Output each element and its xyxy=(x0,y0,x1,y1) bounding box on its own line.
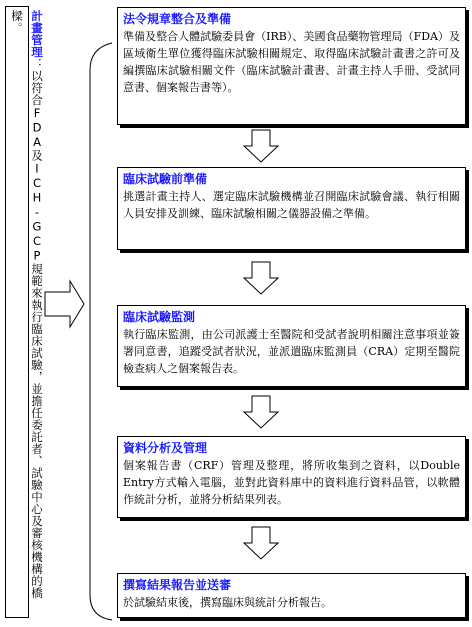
down-arrow xyxy=(243,261,279,295)
stage-title: 臨床試驗監測 xyxy=(123,310,196,324)
stage-title: 臨床試驗前準備 xyxy=(123,172,208,186)
stage-body: 個案報告書（CRF）管理及整理，將所收集到之資料，以Double Entry方式輸入電腦，並對此資料庫中的資料進行資料品管，以軟體作統計分析，並將分析結果列表。 xyxy=(123,459,460,506)
right-arrow xyxy=(45,281,84,327)
down-arrow xyxy=(243,526,279,560)
down-arrow xyxy=(243,129,279,163)
stage-body: 挑選計畫主持人、選定臨床試驗機構並召開臨床試驗會議、執行相關人員安排及訓練、臨床試驗相關之儀器設備之準備。 xyxy=(123,190,460,220)
stage-title: 撰寫結果報告並送審 xyxy=(123,578,232,592)
stage-pre-trial-preparation xyxy=(117,167,466,250)
left-brace xyxy=(90,43,112,620)
stage-data-analysis xyxy=(117,436,466,518)
stage-title: 資料分析及管理 xyxy=(123,441,208,455)
stage-clinical-monitoring xyxy=(117,305,466,387)
stage-body: 準備及整合人體試驗委員會（IRB）、美國食品藥物管理局（FDA）及區域衛生單位獲得臨床試驗相關規定、取得臨床試驗計畫書之許可及編撰臨床試驗相關文件（臨床試驗計畫書、計畫主持人手冊、受試同意書、個案報告書等）。 xyxy=(123,30,460,94)
project-management-description: ：以符合FDA及ICH-GCP規範來執行臨床試驗，並擔任委託者、試驗中心及審核機構的橋樑。 xyxy=(10,10,44,599)
stage-title: 法令規章整合及準備 xyxy=(123,12,232,26)
stage-body: 於試驗結束後，撰寫臨床與統計分析報告。 xyxy=(123,596,332,609)
stage-report-submission xyxy=(117,573,466,618)
stage-regulatory-preparation xyxy=(117,7,466,125)
stage-body: 執行臨床監測，由公司派護士至醫院和受試者說明相關注意事項並簽署同意書，追蹤受試者狀況，並派遣臨床監測員（CRA）定期至醫院檢查病人之個案報告表。 xyxy=(123,328,460,375)
project-management-title: 計畫管理 xyxy=(30,10,44,58)
down-arrow xyxy=(243,395,279,429)
